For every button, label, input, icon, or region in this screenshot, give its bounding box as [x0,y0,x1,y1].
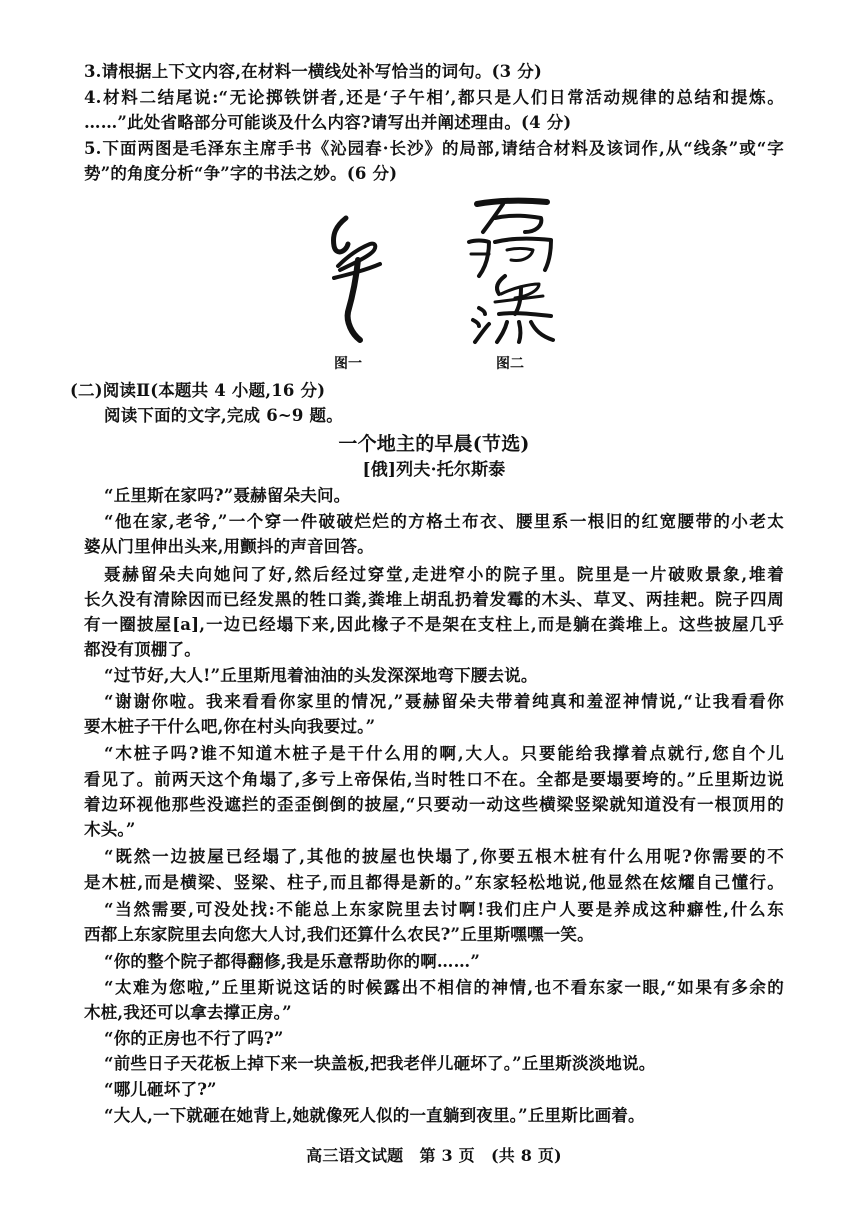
question-3: 3.请根据上下文内容,在材料一横线处补写恰当的词句。(3 分) [84,62,543,81]
article-paragraph: “前些日子天花板上掉下来一块盖板,把我老伴儿砸坏了。”丘里斯淡淡地说。 [104,1054,656,1073]
calligraphy-figure-2 [455,196,565,346]
question-5-line-2: 势”的角度分析“争”字的书法之妙。(6 分) [84,164,398,183]
article-paragraph: “大人,一下就砸在她背上,她就像死人似的一直躺到夜里。”丘里斯比画着。 [104,1106,645,1125]
question-4-line-2: ……”此处省略部分可能谈及什么内容?请写出并阐述理由。(4 分) [84,113,572,132]
article-paragraph: 木桩,我还可以拿去撑正房。” [84,1003,292,1022]
article-paragraph: 长久没有清除因而已经发黑的牲口粪,粪堆上胡乱扔着发霉的木头、草叉、两挂耙。院子四周 [84,590,784,609]
article-paragraph: 婆从门里伸出头来,用颤抖的声音回答。 [84,537,374,556]
question-4-line-1: 4.材料二结尾说:“无论掷铁饼者,还是‘子午相’,都只是人们日常活动规律的总结和提炼。 [84,88,784,107]
article-paragraph: 要木桩子干什么吧,你在村头向我要过。” [84,717,376,736]
page-footer: 高三语文试题 第 3 页 (共 8 页) [306,1146,562,1165]
section-heading: (二)阅读Ⅱ(本题共 4 小题,16 分) [70,381,326,400]
article-paragraph: “既然一边披屋已经塌了,其他的披屋也快塌了,你要五根木桩有什么用呢?你需要的不 [104,847,784,866]
article-title: 一个地主的早晨(节选) [338,433,530,455]
figure-2-caption: 图二 [496,356,524,372]
article-paragraph: “太难为您啦,”丘里斯说这话的时候露出不相信的神情,也不看东家一眼,“如果有多余的 [104,978,784,997]
article-paragraph: 西都上东家院里去向您大人讨,我们还算什么农民?”丘里斯嘿嘿一笑。 [84,925,594,944]
article-paragraph: 聂赫留朵夫向她问了好,然后经过穿堂,走进窄小的院子里。院里是一片破败景象,堆着 [104,565,784,584]
article-paragraph: “谢谢你啦。我来看看你家里的情况,”聂赫留朵夫带着纯真和羞涩神情说,“让我看看你 [104,692,784,711]
article-paragraph: 是木桩,而是横梁、竖梁、柱子,而且都得是新的。”东家轻松地说,他显然在炫耀自己懂行。 [84,873,784,892]
article-author: [俄]列夫·托尔斯泰 [362,460,506,480]
question-5-line-1: 5.下面两图是毛泽东主席手书《沁园春·长沙》的局部,请结合材料及该词作,从“线条”或“字 [84,139,784,158]
article-paragraph: “哪儿砸坏了?” [104,1080,217,1099]
article-paragraph: “他在家,老爷,”一个穿一件破破烂烂的方格土布衣、腰里系一根旧的红宽腰带的小老太 [104,512,784,531]
article-paragraph: “丘里斯在家吗?”聂赫留朵夫问。 [104,486,351,505]
section-instruction: 阅读下面的文字,完成 6~9 题。 [104,406,343,425]
article-paragraph: “过节好,大人!”丘里斯甩着油油的头发深深地弯下腰去说。 [104,666,538,685]
article-paragraph: 有一圈披屋[a],一边已经塌下来,因此椽子不是架在支柱上,而是躺在粪堆上。这些披屋几乎 [84,615,784,634]
figure-1-caption: 图一 [334,356,362,372]
article-paragraph: 着边环视他那些没遮拦的歪歪倒倒的披屋,“只要动一动这些横梁竖梁就知道没有一根顶用的 [84,795,784,814]
article-paragraph: “木桩子吗?谁不知道木桩子是干什么用的啊,大人。只要能给我撑着点就行,您自个儿 [104,744,784,763]
article-paragraph: 看见了。前两天这个角塌了,多亏上帝保佑,当时牲口不在。全都是要塌要垮的。”丘里斯边说 [84,770,784,789]
article-paragraph: “你的整个院子都得翻修,我是乐意帮助你的啊……” [104,952,481,971]
article-paragraph: “你的正房也不行了吗?” [104,1029,284,1048]
article-paragraph: “当然需要,可没处找:不能总上东家院里去讨啊!我们庄户人要是养成这种癖性,什么东 [104,900,784,919]
calligraphy-figure-1 [318,200,390,350]
article-paragraph: 木头。” [84,820,136,839]
article-paragraph: 都没有顶棚了。 [84,640,201,659]
